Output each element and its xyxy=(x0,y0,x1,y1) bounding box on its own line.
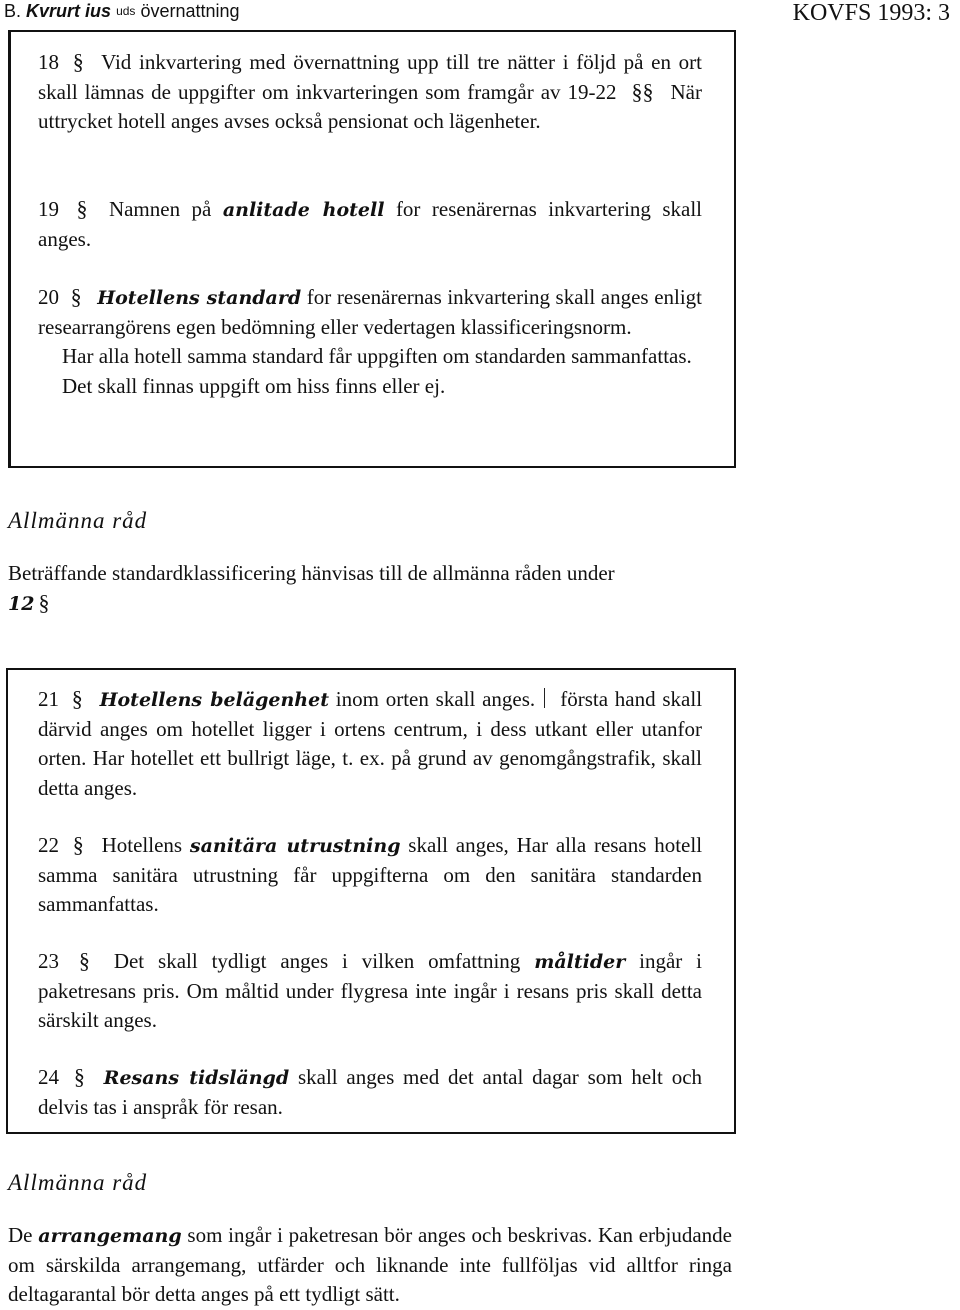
running-header-reference: KOVFS 1993: 3 xyxy=(792,0,950,26)
paragraph-text: Det skall tydligt anges i vilken omfattning xyxy=(113,949,521,973)
paragraph-20 xyxy=(38,282,702,401)
keyword: Hotellens standard xyxy=(97,287,302,309)
paragraph-text: skall anges med det antal dagar som helt och delvis tas i anspråk för resan. xyxy=(38,1065,703,1120)
advice-text-1 xyxy=(8,559,732,619)
reference-number: 12 xyxy=(8,593,35,616)
paragraph-number: 21 xyxy=(38,687,59,711)
section-sign: § xyxy=(70,284,82,309)
paragraph-number: 20 xyxy=(38,285,59,309)
keyword: sanitära utrustning xyxy=(189,835,401,857)
advice-heading-2: Allmänna råd xyxy=(8,1170,148,1195)
paragraph-19 xyxy=(38,194,702,254)
keyword: Resans tidslängd xyxy=(103,1067,290,1089)
paragraph-24 xyxy=(38,1062,702,1122)
paragraph-text: Namnen på xyxy=(108,197,212,221)
paragraph-number: 24 xyxy=(38,1065,59,1089)
running-header-section xyxy=(4,0,240,22)
paragraph-number: 18 xyxy=(38,50,59,74)
paragraph-text-b: for resenärernas inkvartering skall anges. xyxy=(38,197,703,252)
section-sign-double: §§ xyxy=(631,79,654,105)
advice-body: Beträffande standardklassificering hänvisas till de allmänna råden under xyxy=(8,561,615,585)
section-letter: B. xyxy=(4,1,22,21)
paragraph-text: inom orten skall anges. xyxy=(335,687,536,711)
keyword: anlitade hotell xyxy=(222,199,385,221)
paragraph-text-b: skall anges, Har alla resans hotell samma sanitära utrustning får uppgifterna om den sanitära standarden sammanfattas. xyxy=(38,833,703,917)
paragraph-text: for resenärernas inkvartering skall anges enligt researrangörens egen bedömning eller vedertagen klassificeringsnorm. xyxy=(38,285,703,340)
advice-body: De xyxy=(8,1223,33,1247)
paragraph-number: 22 xyxy=(38,833,59,857)
section-sign: § xyxy=(78,948,90,973)
section-sign: § xyxy=(73,1064,85,1089)
paragraph-number: 19 xyxy=(38,197,59,221)
advice-body-b: som ingår i paketresan bör anges och beskrivas. Kan erbjudande om särskilda arrangemang, utfärder och liknande inte fullföljas vid alltfor ringa deltagarantal bör detta anges på ett tydligt sätt. xyxy=(8,1223,732,1307)
paragraph-21 xyxy=(38,684,702,803)
keyword: Hotellens belägenhet xyxy=(99,689,329,711)
keyword: måltider xyxy=(534,951,626,973)
paragraph-text-b: ingår i paketresans pris. Om måltid under flygresa inte ingår i resans pris skall detta särskilt anges. xyxy=(38,949,703,1033)
section-sign: § xyxy=(71,686,83,711)
keyword: arrangemang xyxy=(38,1225,182,1247)
paragraph-text-b: När uttrycket hotell anges avses också pensionat och lägenheter. xyxy=(38,80,702,134)
section-title-small: uds xyxy=(116,4,136,18)
advice-text-2 xyxy=(8,1221,732,1310)
section-sign: § xyxy=(72,832,84,857)
paragraph-text-b: första hand skall därvid anges om hotellet ligger i ortens centrum, i dess utkant eller utanfor orten. Har hotellet ett bullrigt läge, t. ex. på grund av genomgångstrafik, skall detta anges. xyxy=(38,687,703,800)
paragraph-number: 23 xyxy=(38,949,59,973)
paragraph-text-b: Har alla hotell samma standard får uppgiften om standarden sammanfattas. xyxy=(62,344,692,369)
paragraph-23 xyxy=(38,946,702,1036)
section-title-garbled: Kvrurt ius xyxy=(26,1,112,21)
section-sign: § xyxy=(38,590,50,616)
paragraph-18 xyxy=(38,47,702,137)
paragraph-22 xyxy=(38,830,702,920)
section-sign: § xyxy=(76,196,88,221)
advice-heading-1: Allmänna råd xyxy=(8,508,148,533)
paragraph-text: Hotellens xyxy=(101,833,183,857)
scan-artifact-bar xyxy=(544,688,546,708)
paragraph-text: Vid inkvartering med övernattning upp till tre nätter i följd på en ort skall lämnas de uppgifter om inkvarteringen som framgår av 19-22 xyxy=(38,50,703,105)
paragraph-text-c: Det skall finnas uppgift om hiss finns eller ej. xyxy=(62,373,446,398)
section-title-word: övernattning xyxy=(140,1,240,21)
section-sign: § xyxy=(72,49,84,74)
